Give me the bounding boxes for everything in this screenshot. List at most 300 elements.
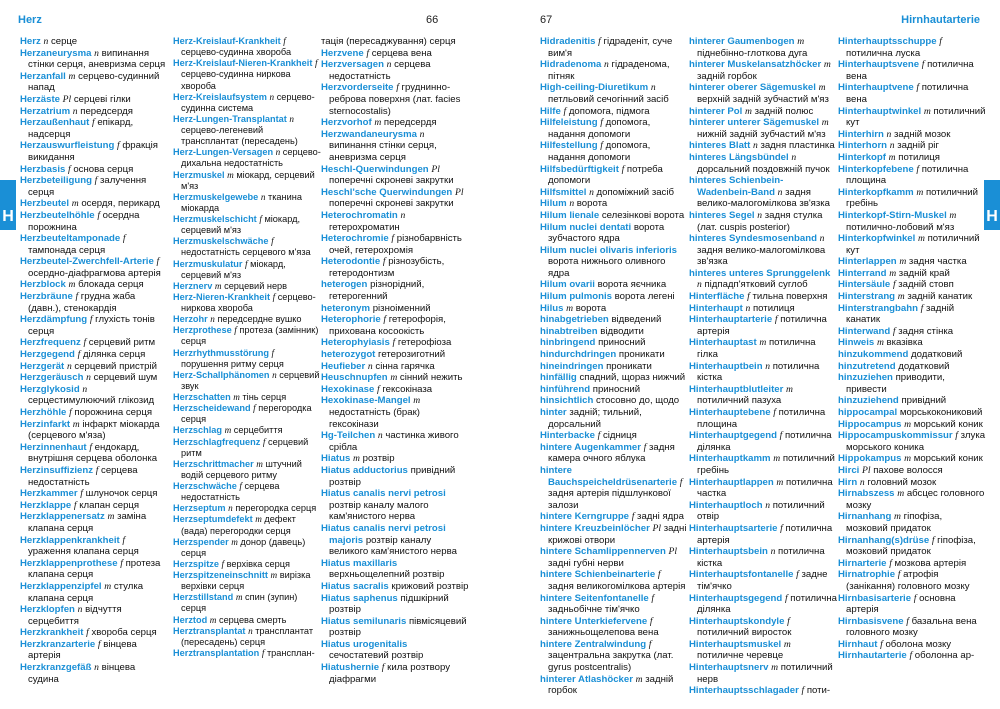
- translation: приводити, привести: [846, 372, 945, 395]
- translation: потилична артерія: [697, 314, 827, 337]
- grammar-label: f: [381, 662, 385, 674]
- dictionary-entry: [689, 569, 837, 592]
- headword: Hinterkopfwinkel: [838, 233, 916, 245]
- dictionary-entry: [321, 372, 469, 384]
- translation: верхівка серця: [226, 558, 290, 569]
- translation: морськокониковий: [899, 407, 983, 418]
- translation: допомога, надання допомоги: [548, 140, 651, 163]
- dictionary-entry: [173, 403, 321, 425]
- dictionary-entry: [689, 616, 837, 639]
- dictionary-entry: [173, 514, 321, 536]
- dictionary-entry: [689, 268, 837, 291]
- headword: hintere Unterkiefervene: [540, 615, 648, 627]
- translation: проникати: [606, 360, 652, 372]
- grammar-label: n: [72, 105, 78, 117]
- headword: Hinterhauptsschuppe: [838, 36, 937, 47]
- translation: перегородка серця: [181, 403, 312, 425]
- headword: Herzaußenhaut: [20, 117, 90, 129]
- translation: підпадп'ятковий суглоб: [704, 279, 808, 291]
- translation: тінь серця: [242, 392, 287, 402]
- translation: порушення ритму серця: [181, 358, 284, 369]
- grammar-label: f: [77, 349, 81, 361]
- dictionary-entry: [689, 152, 837, 175]
- grammar-label: n: [77, 604, 83, 616]
- dictionary-entry: [321, 117, 469, 129]
- dictionary-entry: [689, 639, 837, 662]
- grammar-label: m: [107, 511, 115, 523]
- grammar-label: f: [600, 117, 603, 129]
- headword: Hilfestellung: [540, 140, 598, 152]
- headword: Hirnanhang(s)drüse: [838, 534, 930, 546]
- translation: відчуття серцебиття: [28, 604, 122, 627]
- grammar-label: n: [86, 372, 91, 384]
- translation: серцева смерть: [218, 614, 287, 625]
- grammar-label: m: [744, 105, 752, 117]
- grammar-label: f: [75, 291, 79, 303]
- grammar-label: m: [904, 418, 912, 430]
- translation: передсердя: [383, 117, 437, 129]
- dictionary-entry: [20, 210, 168, 233]
- dictionary-entry: [838, 511, 986, 534]
- translation: задні крижові отвори: [548, 522, 687, 546]
- headword: Hinweis: [838, 337, 875, 349]
- headword: Hinterhauptgegend: [689, 430, 777, 442]
- headword: Hilus: [540, 302, 564, 314]
- translation: залучення серця: [28, 175, 147, 198]
- translation: фракція викидання: [28, 140, 158, 163]
- headword: heterozygot: [321, 349, 376, 361]
- dictionary-entry: [321, 384, 469, 396]
- headword: Hiatus saphenus: [321, 592, 398, 604]
- dictionary-entry: [321, 662, 469, 685]
- headword: Hirn: [838, 476, 858, 488]
- grammar-label: f: [383, 314, 387, 326]
- dictionary-entry: [173, 425, 321, 436]
- headword: Hinterhauptebene: [689, 407, 771, 418]
- headword: Hiatus maxillaris: [321, 557, 398, 569]
- translation: клапан серця: [79, 499, 140, 511]
- translation: допомога, надання допомоги: [548, 117, 651, 140]
- headword: Heschl'sche Querwindungen: [321, 186, 453, 198]
- grammar-label: n: [752, 140, 758, 152]
- dictionary-entry: [20, 372, 168, 384]
- dictionary-entry: [689, 361, 837, 384]
- headword: hintere Seitenfontanelle: [540, 592, 649, 604]
- headword: Herzbeuteltamponade: [20, 233, 121, 245]
- grammar-label: f: [80, 488, 83, 500]
- translation: міокард, серцевий м'яз: [181, 169, 315, 191]
- dictionary-entry: [173, 92, 321, 114]
- grammar-label: m: [876, 337, 884, 349]
- headword: Hippocampuskommissur: [838, 430, 953, 442]
- grammar-label: f: [931, 534, 935, 546]
- dictionary-entry: [173, 281, 321, 292]
- headword: Herzinsuffizienz: [20, 464, 94, 476]
- grammar-label: m: [821, 117, 829, 129]
- grammar-label: n: [66, 360, 72, 372]
- grammar-label: f: [156, 256, 160, 268]
- grammar-label: f: [245, 258, 248, 269]
- grammar-label: f: [563, 105, 567, 117]
- headword: Herzinnenhaut: [20, 441, 87, 453]
- headword: Herzglykosid: [20, 383, 80, 395]
- dictionary-entry: [20, 71, 168, 94]
- headword: Herztransplantat: [173, 625, 246, 636]
- translation: розтвір: [362, 453, 395, 465]
- grammar-label: f: [779, 430, 783, 442]
- translation: дорсальний поздовжній пучок: [697, 163, 830, 175]
- dictionary-entry: [689, 140, 837, 152]
- grammar-label: m: [209, 614, 217, 625]
- headword: Heterophorie: [321, 314, 381, 326]
- grammar-label: Pl: [454, 186, 464, 198]
- grammar-label: m: [786, 383, 793, 395]
- translation: різноіменний: [372, 302, 431, 314]
- translation: потилична вена: [846, 82, 969, 105]
- dictionary-entry: [20, 558, 168, 581]
- translation: злука морського коника: [846, 430, 986, 453]
- grammar-label: f: [377, 383, 380, 395]
- headword: Hexokinase-Mangel: [321, 395, 411, 407]
- dictionary-entry: [540, 569, 688, 592]
- headword: Herzgerät: [20, 360, 65, 372]
- dictionary-entry: [838, 36, 986, 59]
- dictionary-entry: [173, 370, 321, 392]
- translation: стосовно до, щодо: [595, 395, 680, 407]
- dictionary-entry: [540, 349, 688, 361]
- grammar-label: m: [923, 105, 931, 117]
- grammar-label: f: [221, 558, 225, 569]
- headword: hinterer Pol: [689, 105, 743, 117]
- grammar-label: m: [773, 453, 781, 465]
- headword: Hinterhauptlappen: [689, 476, 774, 488]
- dictionary-entry: [173, 559, 321, 570]
- grammar-label: m: [566, 302, 574, 314]
- dictionary-entry: [540, 36, 688, 59]
- headword: hinzutretend: [838, 360, 896, 372]
- grammar-label: f: [396, 82, 399, 94]
- headword: Herzgeräusch: [20, 372, 84, 384]
- translation: грудна жаба (давн.), стенокардія: [28, 291, 136, 314]
- translation: задня пластинка: [760, 140, 835, 152]
- grammar-label: m: [899, 256, 907, 268]
- dictionary-entry: [689, 59, 837, 82]
- translation: гетерофорія, прихована косоокість: [329, 314, 446, 337]
- translation: серцево-дихальна недостатність: [181, 147, 321, 169]
- grammar-label: n: [819, 233, 825, 245]
- dictionary-entry: [173, 503, 321, 514]
- translation: ворота яєчника: [597, 279, 667, 291]
- headword: Hiatus canalis nervi petrosi: [321, 488, 446, 500]
- grammar-label: m: [68, 279, 76, 291]
- dictionary-entry: [540, 430, 688, 442]
- dictionary-entry: [838, 106, 986, 129]
- translation: потилична площина: [846, 163, 969, 187]
- dictionary-entry: [20, 164, 168, 176]
- dictionary-entry: [20, 233, 168, 256]
- dictionary-entry: [540, 593, 688, 616]
- headword: Herzdämpfung: [20, 314, 88, 326]
- translation: потилична ділянка: [697, 430, 832, 453]
- grammar-label: n: [889, 140, 895, 152]
- translation: потилична частка: [697, 476, 833, 500]
- dictionary-entry: [540, 616, 688, 639]
- grammar-label: f: [95, 464, 99, 476]
- translation: потилична гілка: [697, 337, 816, 361]
- translation: задньобічне тім'ячко: [548, 604, 640, 616]
- dictionary-entry: [321, 314, 469, 337]
- translation: серцевий пристрій: [74, 360, 157, 372]
- translation: задня стулка (лат. cuspis posterior): [697, 209, 823, 233]
- grammar-label: m: [68, 70, 76, 82]
- dictionary-entry: [321, 210, 469, 233]
- dictionary-entry: [838, 593, 986, 616]
- translation: серцевий ритм: [88, 337, 156, 349]
- dictionary-entry: [173, 214, 321, 236]
- dictionary-entry: [321, 164, 469, 187]
- grammar-label: n: [367, 360, 373, 372]
- headword: Herzklappe: [20, 499, 72, 511]
- page-number-right: 67: [540, 14, 553, 26]
- translation: занижньощелепова вена: [548, 627, 659, 639]
- grammar-label: m: [71, 198, 79, 210]
- grammar-label: f: [89, 314, 93, 326]
- headword: Hidradenitis: [540, 36, 596, 47]
- translation: задній горбок: [697, 70, 757, 82]
- headword: Heterodontie: [321, 256, 381, 268]
- dictionary-entry: [20, 256, 168, 279]
- translation: вінцева судина: [28, 662, 136, 685]
- headword: hintere Kreuzbeinlöcher: [540, 522, 650, 534]
- headword: Hinterstrang: [838, 291, 896, 303]
- grammar-label: m: [374, 117, 382, 129]
- dictionary-entry: [321, 303, 469, 315]
- grammar-label: f: [909, 650, 913, 662]
- translation: глухість тонів серця: [28, 314, 155, 337]
- headword: hintere Kerngruppe: [540, 511, 630, 523]
- translation: привідний розтвір: [329, 464, 456, 488]
- translation: мозкова артерія: [894, 557, 967, 569]
- dictionary-entry: [689, 593, 837, 616]
- headword: Hippokampus: [838, 453, 902, 465]
- translation: відведений: [611, 314, 662, 326]
- grammar-label: m: [897, 488, 905, 500]
- translation: ураження клапана серця: [28, 546, 139, 558]
- translation: шлуночок серця: [85, 488, 158, 500]
- grammar-label: f: [261, 647, 265, 658]
- headword: Hilum ovarii: [540, 279, 595, 291]
- headword: Hilum nuclei olivaris inferioris: [540, 244, 678, 256]
- grammar-label: n: [377, 430, 383, 442]
- headword: heteronym: [321, 302, 371, 314]
- headword: Hinterhauptsvene: [838, 59, 920, 71]
- grammar-label: f: [921, 59, 925, 71]
- headword: Herz-Kreislaufsystem: [173, 91, 267, 102]
- dictionary-entry: [838, 152, 986, 164]
- headword: Herzmuskelgewebe: [173, 191, 259, 202]
- dictionary-entry: [173, 648, 321, 659]
- headword: Heuschnupfen: [321, 372, 388, 384]
- translation: потилична вена: [846, 59, 974, 82]
- dictionary-entry: [838, 465, 986, 477]
- grammar-label: f: [796, 569, 799, 581]
- headword: Herzkranzarterie: [20, 638, 96, 650]
- headword: Herztransplantation: [173, 647, 260, 658]
- dictionary-entry: [689, 36, 837, 59]
- headword: Hinterkopf-Stirn-Muskel: [838, 209, 947, 221]
- grammar-label: f: [73, 499, 77, 511]
- headword: hinterer oberer Sägemuskel: [689, 82, 816, 94]
- headword: hinzukommend: [838, 349, 909, 361]
- headword: Herzprothese: [173, 325, 232, 336]
- dictionary-entry: [20, 94, 168, 106]
- dictionary-entry: [838, 349, 986, 361]
- translation: протеза клапана серця: [28, 557, 161, 581]
- grammar-label: f: [234, 325, 237, 336]
- grammar-label: n: [791, 151, 797, 163]
- translation: частинка живого срібла: [329, 430, 459, 453]
- translation: задня велико-малогомілкова зв'язка: [697, 186, 831, 210]
- headword: Hinterbacke: [540, 430, 595, 442]
- grammar-label: n: [589, 186, 594, 198]
- dictionary-entry: [540, 361, 688, 373]
- dictionary-entry: [173, 292, 321, 314]
- grammar-label: f: [784, 592, 788, 604]
- headword: Heterochromatin: [321, 209, 398, 221]
- headword: Hippocampus: [838, 418, 902, 430]
- dictionary-entry: [540, 465, 688, 511]
- grammar-label: f: [366, 47, 370, 59]
- headword: Herzbeteiligung: [20, 175, 92, 187]
- grammar-label: f: [880, 638, 883, 650]
- grammar-label: Pl: [431, 163, 440, 175]
- dictionary-entry: [20, 442, 168, 465]
- translation: тильна поверхня: [752, 291, 828, 303]
- grammar-label: f: [392, 337, 396, 349]
- headword: Heterochromie: [321, 233, 389, 245]
- grammar-label: n: [859, 476, 865, 488]
- dictionary-entry: [20, 36, 168, 48]
- headword: hippocampal: [838, 407, 898, 418]
- translation: приносний: [598, 337, 646, 349]
- grammar-label: m: [916, 186, 924, 198]
- dictionary-column: [689, 36, 837, 697]
- dictionary-entry: [838, 477, 986, 489]
- grammar-label: Pl: [668, 546, 678, 558]
- headword: Hinterstrangbahn: [838, 302, 918, 314]
- headword: Hinterhauptkamm: [689, 453, 771, 465]
- grammar-label: n: [248, 625, 253, 636]
- dictionary-entry: [838, 337, 986, 349]
- translation: передсердне вушко: [217, 314, 302, 325]
- dictionary-entry: [838, 535, 986, 558]
- grammar-label: f: [89, 441, 92, 453]
- translation: штучний водій серцевого ритму: [181, 458, 302, 480]
- dictionary-entry: [540, 511, 688, 523]
- dictionary-entry: [689, 337, 837, 360]
- grammar-label: f: [651, 592, 655, 604]
- dictionary-entry: [173, 192, 321, 214]
- grammar-label: m: [214, 280, 222, 291]
- grammar-label: m: [949, 209, 957, 221]
- translation: серцево-ниркова хвороба: [181, 291, 316, 313]
- headword: Hirnatrophie: [838, 569, 896, 581]
- headword: Herzschrittmacher: [173, 458, 254, 469]
- grammar-label: f: [649, 615, 653, 627]
- translation: ділянка серця: [82, 349, 146, 361]
- translation: нижній задній зубчастий м'яз: [697, 128, 826, 140]
- headword: Hinterhauptsgegend: [689, 592, 783, 604]
- dictionary-entry: [689, 82, 837, 105]
- dictionary-entry: [20, 198, 168, 210]
- dictionary-entry: [173, 114, 321, 147]
- dictionary-entry: [321, 395, 469, 430]
- dictionary-entry: [689, 500, 837, 523]
- dictionary-entry: [321, 558, 469, 581]
- headword: Hg-Teilchen: [321, 430, 376, 442]
- grammar-label: m: [255, 514, 262, 525]
- grammar-label: f: [916, 163, 920, 175]
- dictionary-entry: [540, 395, 688, 407]
- headword: Hinterhauptsbein: [689, 546, 768, 558]
- headword: Herzseptum: [173, 503, 226, 514]
- translation: допоміжний засіб: [596, 186, 674, 198]
- headword: Herz-Lungen-Versagen: [173, 147, 274, 158]
- headword: Herzbeutel: [20, 198, 70, 210]
- grammar-label: m: [256, 458, 263, 469]
- translation: груднинно-реброва поверхня (лат. facies sternocostalis): [329, 82, 461, 117]
- headword: Herzinfarkt: [20, 418, 71, 430]
- translation: проникати: [618, 349, 665, 361]
- dictionary-entry: [689, 662, 837, 685]
- dictionary-entry: [689, 453, 837, 476]
- headword: Hinterlappen: [838, 256, 897, 268]
- headword: Herztod: [173, 614, 208, 625]
- translation: верхній задній зубчастий м'яз: [697, 93, 829, 105]
- translation: тканина міокарда: [181, 191, 302, 213]
- headword: hinzuziehend: [838, 395, 899, 407]
- dictionary-entry: [321, 581, 469, 593]
- dictionary-entry: [321, 279, 469, 302]
- dictionary-entry: [20, 535, 168, 558]
- dictionary-entry: [540, 372, 688, 384]
- translation: потилична артерія: [697, 522, 833, 546]
- headword: Hiatus urogenitalis: [321, 638, 408, 650]
- translation: ворота нижнього оливного ядра: [548, 256, 666, 279]
- headword: Hinterfläche: [689, 291, 745, 303]
- grammar-label: f: [122, 233, 126, 245]
- grammar-label: f: [643, 441, 647, 453]
- translation: тампонада серця: [28, 244, 106, 256]
- translation: стулка клапана серця: [28, 580, 144, 604]
- translation: гетерозиготний: [378, 349, 446, 361]
- translation: задня великогомілкова артерія: [548, 580, 686, 592]
- dictionary-entry: [838, 82, 986, 105]
- headword: Herzseptumdefekt: [173, 514, 253, 525]
- translation: ворота зубчастого ядра: [548, 221, 665, 245]
- headword: Heterophyiasis: [321, 337, 390, 349]
- translation: задній стовп: [898, 279, 954, 291]
- dictionary-entry: [173, 626, 321, 648]
- translation: сінна гарячка: [375, 360, 435, 372]
- dictionary-column: [838, 36, 986, 662]
- headword: Herzschwäche: [173, 481, 237, 491]
- dictionary-entry: [321, 488, 469, 523]
- headword: Hinterhauptvene: [838, 82, 914, 94]
- headword: Hirci: [838, 464, 860, 476]
- headword: Herzbeutelhöhle: [20, 209, 95, 221]
- headword: Herzaneurysma: [20, 47, 92, 59]
